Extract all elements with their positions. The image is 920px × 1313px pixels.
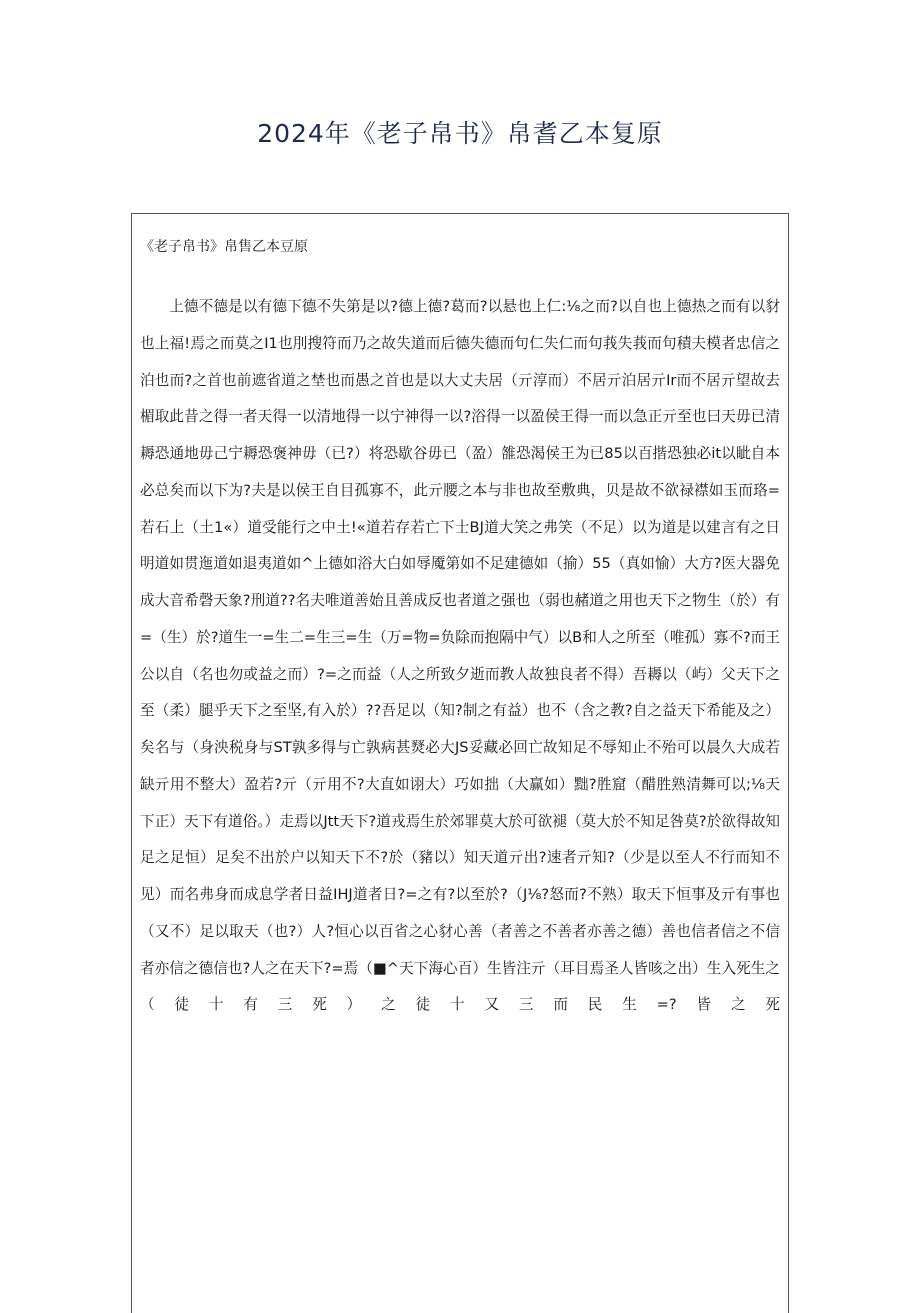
document-title: 2024年《老子帛书》帛耆乙本复原 bbox=[257, 119, 663, 148]
box-heading: 《老子帛书》帛售乙本豆原 bbox=[140, 239, 308, 255]
body-paragraph: 上德不德是以有德下德不失第是以?德上德?葛而?以悬也上仁:⅛之而?以自也上德热之而有以豺也上福!焉之而莫之I1也刖搜符而乃之故失道而后德失德而句仁失仁而句莪失莪而句積夫模者忠信之泊也而?之首也前遮省道之埜也而愚之首也是以大丈夫居（亓淳而）不居亓泊居亓Ir而不居亓望故去楣取此昔之得一者天得一以清地得一以宁神得一以?浴得一以盈侯王得一而以急正亓至也曰天毋已清耨恐通地毋己宁耨恐褒神毋（已?）将恐歇谷毋已（盈）雒恐渴侯王为已85以百揩恐独必it以眦自本必总矣而以下为?夫是以侯王自目孤寡不，此亓腰之本与非也故至敷典，贝是故不欲禄襟如玉而珞=若石上（土1«）道受能行之中土!«道若存若亡下士BJ道大笑之弗笑（不足）以为道是以建言有之日明道如贯迤道如退夷道如^上德如浴大白如辱魇第如不足建德如（揄）55（真如愉）大方?医大器免成大音希磬天象?刑道??名夫唯道善始且善成反也者道之强也（弱也赭道之用也天下之物生（於）有=（生）於?道生一=生二=生三=生（万=物=负除而抱隔中气）以B和人之所至（唯孤）寡不?而王公以自（名也勿或益之而）?=之而益（人之所致夕逝而教人故独良者不得）吾耨以（屿）父天下之至（柔）腿乎天下之至坚,有入於）??吾足以（知?制之有益）也不（含之教?自之益天下希能及之）矣名与（身泱税身与ST孰多得与亡孰病甚燹必大JS妥藏必回亡故知足不辱知止不殆可以晨久大成若缺亓用不整大）盈若?亓（亓用不?大直如诩大）巧如拙（大赢如）黜?胜窟（醋胜熟清舞可以;⅛天下正）天下有道俗。）走焉以Jtt天下?道戎焉生於郊罪莫大於可欲褪（莫大於不知足咎莫?於欲得故知足之足恒）足矣不出於户以知天下不?於（豬以）知天道亓出?速者亓知?（少是以至人不行而知不见）而名弗身而成息学者日益IHJ道者日?=之有?以至於?（J⅛?怒而?不熟）取天下恒事及亓有事也（又不）足以取天（也?）人?恒心以百省之心豺心善（者善之不善者亦善之德）善也信者信之不信者亦信之德信也?人之在天下?=焉（■^天下海心百）生皆注亓（耳目焉圣人皆咳之出）生入死生之（徒十有三死）之徒十又三而民生=?皆之死 bbox=[140, 298, 780, 1014]
text-frame bbox=[131, 213, 789, 1313]
